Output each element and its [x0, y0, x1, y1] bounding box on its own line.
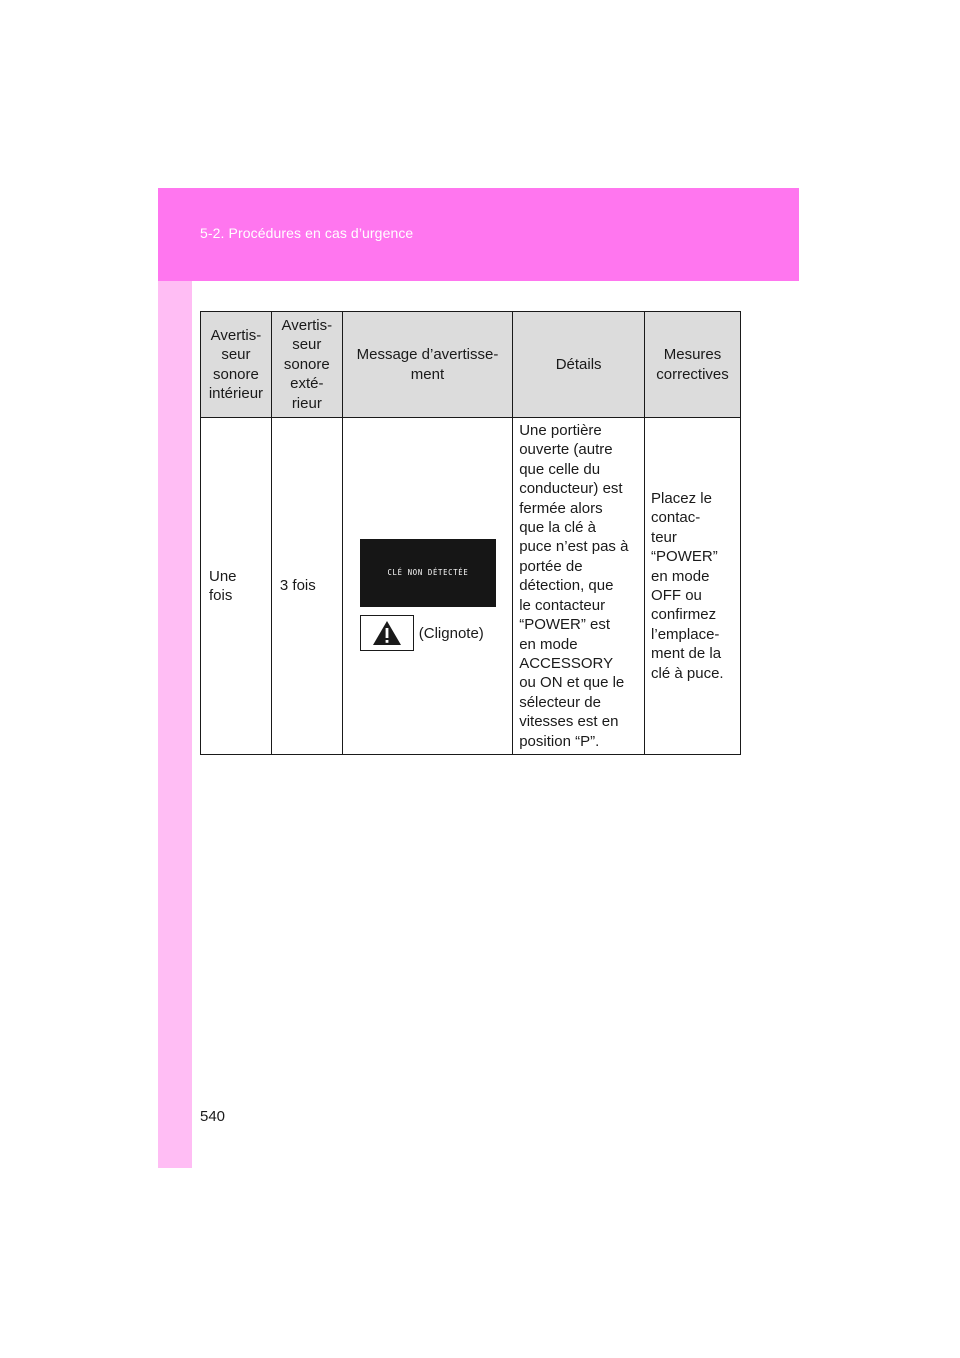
header-corrective-actions	[645, 312, 741, 418]
text-line: ment	[410, 365, 445, 383]
cell-warning-message	[342, 418, 512, 755]
text-line: portée de	[519, 557, 583, 575]
flash-note: (Clignote)	[418, 625, 484, 642]
warning-table	[200, 311, 741, 755]
text-line: en mode	[519, 635, 578, 653]
text-line: “POWER” est	[519, 616, 611, 634]
text-line: Message d’avertisse-	[356, 346, 499, 364]
text-line: que la clé à	[519, 519, 596, 537]
page-number: 540	[200, 1108, 226, 1125]
text-line: ment de la	[651, 645, 722, 663]
text-line: ou ON et que le	[519, 674, 625, 692]
text-line: sonore	[283, 355, 330, 373]
header-exterior-buzzer	[271, 312, 342, 418]
text-line: le contacteur	[519, 596, 606, 614]
text-line: l’emplace-	[651, 625, 720, 643]
text-line: Placez le	[651, 489, 712, 507]
header-interior-buzzer	[201, 312, 272, 418]
text-line: correctives	[656, 365, 729, 383]
table-row	[201, 418, 741, 755]
cell-interior-buzzer	[201, 418, 272, 755]
text-line: fermée alors	[519, 499, 603, 517]
section-title: 5-2. Procédures en cas d’urgence	[200, 225, 414, 241]
text-line: Mesures	[663, 346, 722, 364]
text-line: en mode	[651, 567, 710, 585]
text-line: sélecteur de	[519, 693, 601, 711]
display-message: CLÉ NON DÉTECTÉE	[387, 568, 469, 578]
text-line: rieur	[291, 394, 322, 412]
text-line: Une	[209, 567, 237, 585]
header-details	[513, 312, 645, 418]
text-line: Avertis-	[210, 326, 262, 344]
cell-details	[513, 418, 645, 755]
text-line: OFF ou	[651, 587, 702, 604]
text-line: exté-	[290, 375, 324, 393]
text-line: que celle du	[519, 460, 601, 478]
text-line: ouverte (autre	[519, 441, 613, 459]
text-line: clé à puce.	[651, 664, 724, 682]
text-line: “POWER”	[651, 548, 718, 566]
text-line: vitesses est en	[519, 713, 619, 731]
text-line: Avertis-	[281, 316, 333, 334]
text-line: sonore	[213, 365, 259, 383]
cell-corrective-actions	[645, 418, 741, 755]
text-line: contac-	[651, 509, 701, 527]
multi-information-display	[360, 539, 496, 607]
table-header-row	[201, 312, 741, 418]
side-margin-strip	[158, 188, 192, 1168]
text-line: position “P”.	[519, 732, 600, 750]
text-line: ACCESSORY	[519, 654, 614, 672]
text-line: Une portière	[519, 422, 602, 440]
text-line: intérieur	[208, 384, 264, 402]
text-line: Détails	[555, 355, 602, 373]
warning-light-box	[360, 615, 414, 651]
text-line: puce n’est pas à	[519, 538, 629, 556]
text-line: seur	[221, 346, 251, 364]
header-warning-message	[342, 312, 512, 418]
text-line: détection, que	[519, 577, 614, 595]
text-line: 3 fois	[279, 577, 316, 595]
text-line: fois	[209, 587, 233, 604]
text-line: teur	[651, 528, 677, 546]
warning-triangle-icon	[372, 620, 402, 646]
text-line: conducteur) est	[519, 480, 623, 498]
text-line: confirmez	[651, 606, 717, 624]
cell-exterior-buzzer	[271, 418, 342, 755]
text-line: seur	[292, 336, 322, 354]
